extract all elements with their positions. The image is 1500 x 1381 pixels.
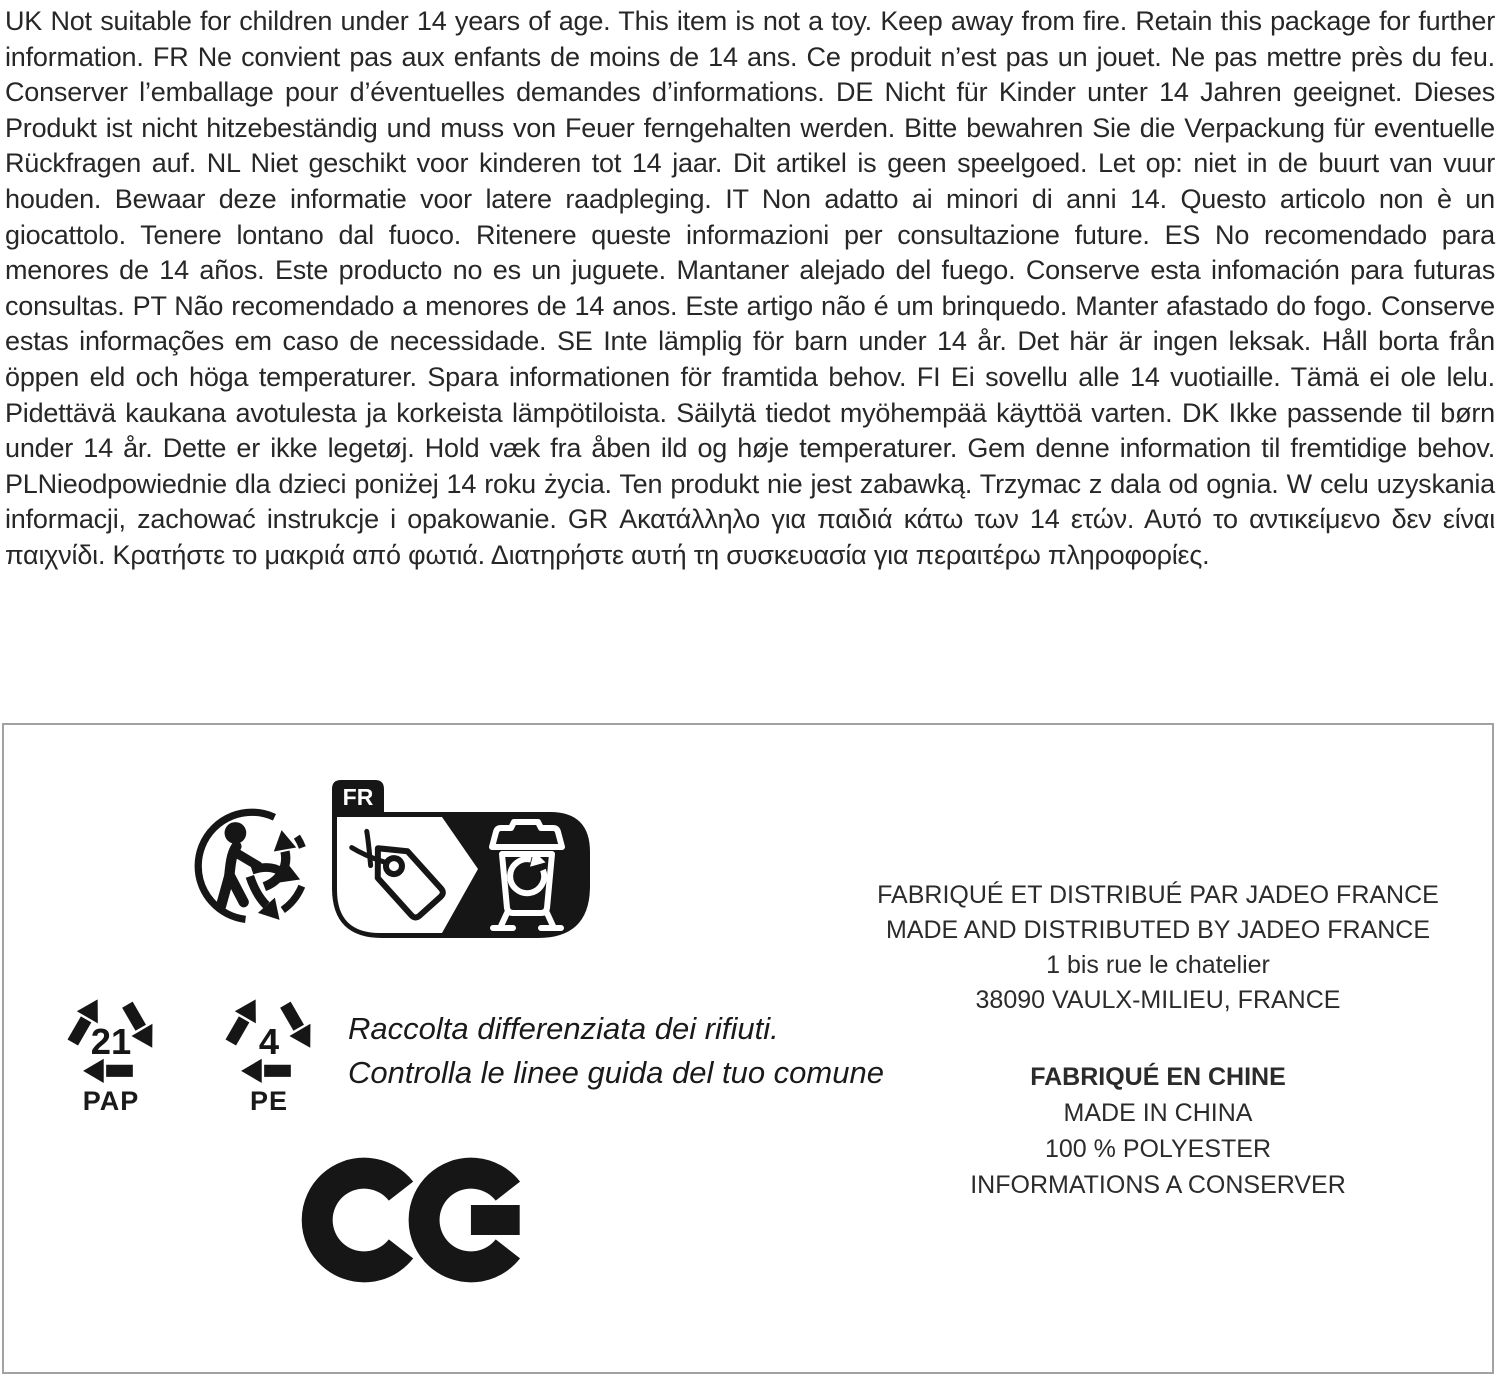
resin-code-number: 21 — [90, 1020, 132, 1062]
retain-information-note: INFORMATIONS A CONSERVER — [970, 1171, 1346, 1199]
origin-line-fr: FABRIQUÉ EN CHINE — [1030, 1063, 1286, 1091]
fr-sorting-info-icon — [330, 780, 592, 938]
manufacturer-line-fr: FABRIQUÉ ET DISTRIBUÉ PAR JADEO FRANCE — [877, 881, 1439, 909]
ce-marking-icon — [300, 1145, 535, 1295]
origin-info — [820, 1059, 1496, 1203]
material-composition: 100 % POLYESTER — [1044, 1135, 1272, 1163]
material-code-label: PE — [249, 1086, 289, 1116]
manufacturer-line-en: MADE AND DISTRIBUTED BY JADEO FRANCE — [885, 916, 1431, 944]
compliance-panel — [2, 723, 1494, 1374]
resin-code-number: 4 — [258, 1020, 280, 1062]
infotri-country-label: FR — [342, 784, 374, 810]
manufacturer-city: 38090 VAULX-MILIEU, FRANCE — [975, 986, 1341, 1014]
material-code-label: PAP — [82, 1086, 140, 1116]
manufacturer-info — [820, 878, 1496, 1018]
origin-line-en: MADE IN CHINA — [1063, 1099, 1253, 1127]
triman-recycling-icon — [192, 804, 316, 928]
sorting-note-line1: Raccolta differenziata dei rifiuti. — [348, 1011, 779, 1046]
sorting-note-line2: Controlla le linee guida del tuo comune — [348, 1055, 884, 1090]
recycling-code-pe — [208, 969, 330, 1117]
recycling-code-pap — [50, 969, 172, 1117]
safety-warning-text: UK Not suitable for children under 14 years of age. This item is not a toy. Keep away from fire. Retain this package for further information. FR Ne convient pas aux enfants de moins de 14 ans. Ce produit n’est pas un jouet. Ne pas mettre près du feu. Conserver l’emballage pour d’éventuelles demandes d’informations. DE Nicht für Kinder unter 14 Jahren geeignet. Dieses Produkt ist nicht hitzebeständig und muss von Feuer ferngehalten werden. Bitte bewahren Sie die Verpackung für eventuelle Rückfragen auf. NL Niet geschikt voor kinderen tot 14 jaar. Dit artikel is geen speelgoed. Let op: niet in de buurt van vuur houden. Bewaar deze informatie voor latere raadpleging. IT Non adatto ai minori di anni 14. Questo articolo non è un giocattolo. Tenere lontano dal fuoco. Ritenere queste informazioni per consultazione future. ES No recomendado para menores de 14 años. Este producto no es un juguete. Mantaner alejado del fuego. Conserve esta infomación para futuras consultas. PT Não recomendado a menores de 14 anos. Este artigo não é um brinquedo. Manter afastado do fogo. Conserve estas informações em caso de necessidade. SE Inte lämplig för barn under 14 år. Det här är ingen leksak. Håll borta från öppen eld och höga temperaturer. Spara informationen för framtida behov. FI Ei sovellu alle 14 vuotiaille. Tämä ei ole lelu. Pidettävä kaukana avotulesta ja korkeista lämpötiloista. Säilytä tiedot myöhempää käyttöä varten. DK Ikke passende til børn under 14 år. Dette er ikke legetøj. Hold væk fra åben ild og høje temperaturer. Gem denne information til fremtidige behov. PLNieodpowiednie dla dzieci poniżej 14 roku życia. Ten produkt nie jest zabawką. Trzymac z dala od ognia. W celu uzyskania informacji, zachować instrukcje i opakowanie. GR Ακατάλληλο για παιδιά κάτω των 14 ετών. Αυτό το αντικείμενο δεν είναι παιχνίδι. Κρατήστε το μακριά από φωτιά. Διατηρήστε αυτή τη συσκευασία για περαιτέρω πληροφορίες. — [5, 6, 1495, 570]
manufacturer-street: 1 bis rue le chatelier — [1046, 951, 1270, 979]
mobius-loop-icon — [50, 969, 172, 1083]
waste-sorting-note — [348, 1007, 884, 1095]
mobius-loop-icon — [208, 969, 330, 1083]
